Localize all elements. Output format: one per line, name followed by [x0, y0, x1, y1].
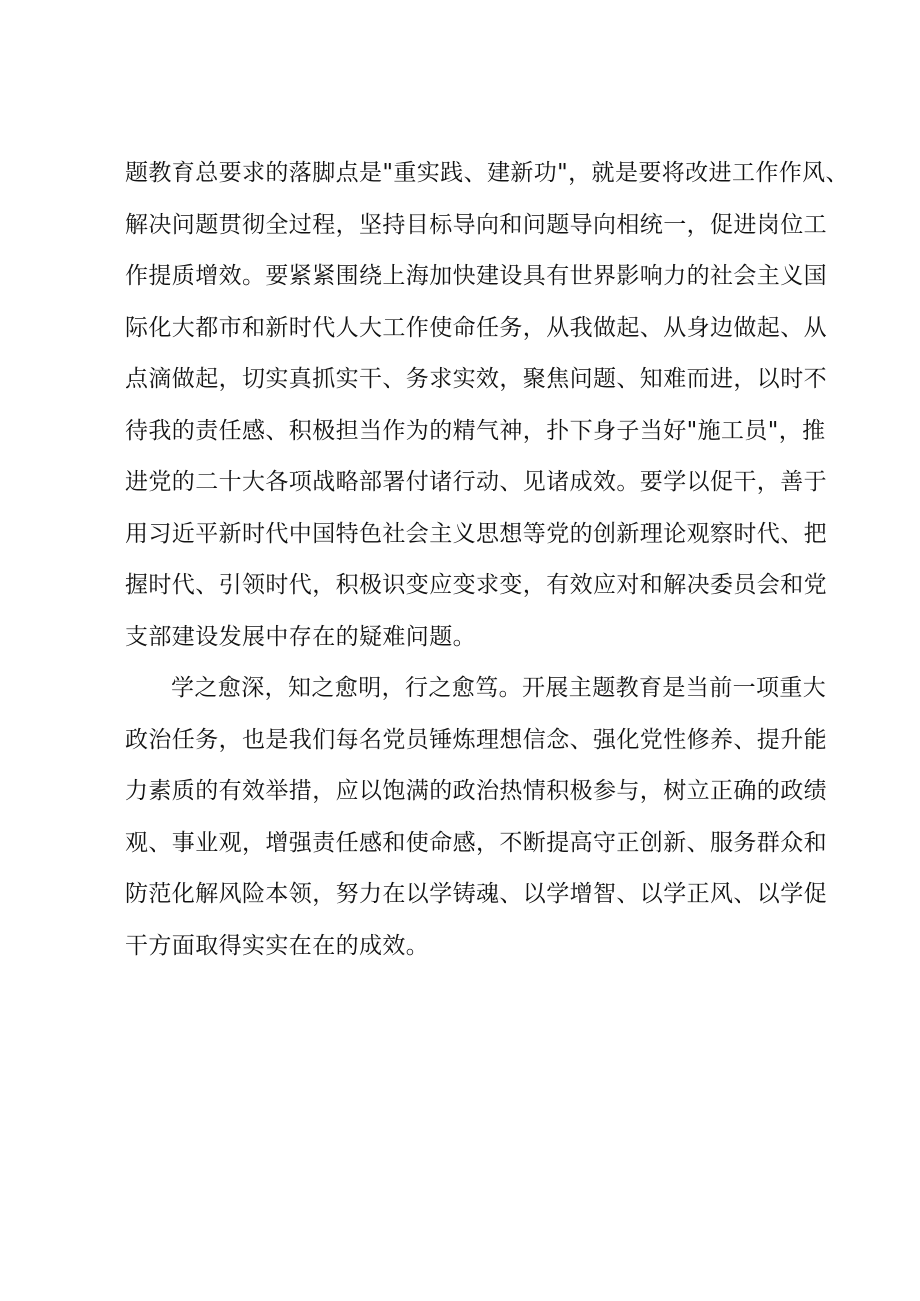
- text-line: 干方面取得实实在在的成效。: [125, 932, 430, 959]
- text-line: 点滴做起，切实真抓实干、务求实效，聚焦问题、知难而进，以时不: [125, 366, 827, 392]
- text-line: 政治任务，也是我们每名党员锤炼理想信念、强化党性修养、提升能: [125, 726, 827, 753]
- paragraph-1: [125, 148, 849, 663]
- text-line: 作提质增效。要紧紧围绕上海加快建设具有世界影响力的社会主义国: [125, 263, 827, 289]
- text-line: 待我的责任感、积极担当作为的精气神，扑下身子当好"施工员"，推: [125, 417, 826, 444]
- text-line: 题教育总要求的落脚点是"重实践、建新功"，就是要将改进工作作风、: [125, 160, 849, 186]
- body-text: [125, 148, 849, 972]
- text-line: 支部建设发展中存在的疑难问题。: [125, 623, 476, 650]
- text-line: 握时代、引领时代，积极识变应变求变，有效应对和解决委员会和党: [125, 572, 827, 598]
- text-line: 力素质的有效举措，应以饱满的政治热情积极参与，树立正确的政绩: [125, 778, 827, 804]
- text-line: 进党的二十大各项战略部署付诸行动、见诸成效。要学以促干，善于: [125, 469, 827, 495]
- text-line: 用习近平新时代中国特色社会主义思想等党的创新理论观察时代、把: [125, 520, 827, 547]
- text-line: 解决问题贯彻全过程，坚持目标导向和问题导向相统一，促进岗位工: [125, 211, 827, 238]
- text-line: 际化大都市和新时代人大工作使命任务，从我做起、从身边做起、从: [125, 314, 827, 341]
- text-line: 观、事业观，增强责任感和使命感，不断提高守正创新、服务群众和: [125, 829, 827, 856]
- paragraph-2: [125, 663, 827, 972]
- text-line: 防范化解风险本领，努力在以学铸魂、以学增智、以学正风、以学促: [125, 881, 827, 907]
- text-line: 学之愈深，知之愈明，行之愈笃。开展主题教育是当前一项重大: [171, 675, 827, 701]
